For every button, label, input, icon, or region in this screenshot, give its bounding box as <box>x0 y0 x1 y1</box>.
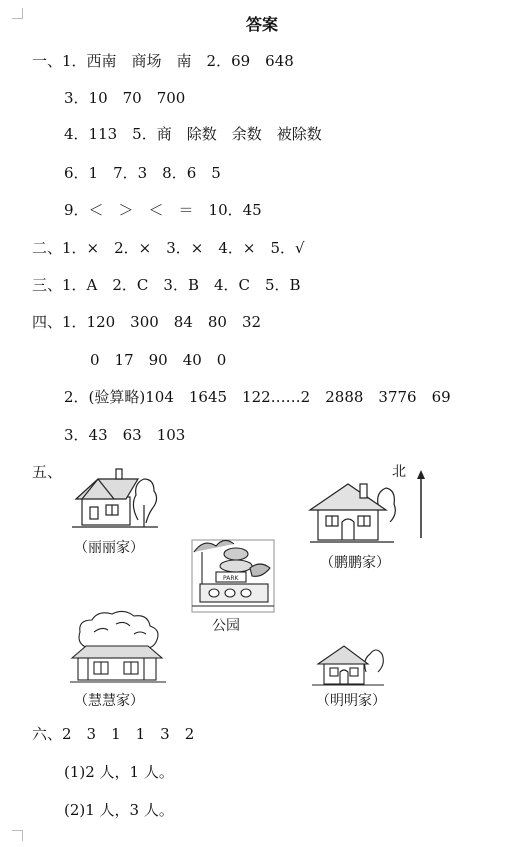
park-sign: PARK <box>223 575 239 582</box>
mingming-house-icon <box>310 638 386 690</box>
answer-line-14: (1)2 人，1 人。 <box>64 763 174 781</box>
lili-house-icon <box>68 465 160 531</box>
answer-line-1: 一、1．西南 商场 南 2．69 648 <box>32 52 294 70</box>
answer-line-10: 2．(验算略)104 1645 122……2 2888 3776 69 <box>64 388 451 406</box>
crop-mark-bottom-left <box>12 830 23 841</box>
pengpeng-home-label: （鹏鹏家） <box>320 555 390 571</box>
answer-line-7: 三、1．A 2．C 3．B 4．C 5．B <box>32 276 301 294</box>
answer-line-3: 4．113 5．商 除数 余数 被除数 <box>64 125 322 143</box>
answer-line-12: 五、 <box>32 463 63 481</box>
answer-line-13: 六、2 3 1 1 3 2 <box>32 725 195 743</box>
page-title: 答案 <box>245 15 278 34</box>
answer-line-5: 9．＜ ＞ ＜ ＝ 10．45 <box>64 201 262 219</box>
answer-line-4: 6．1 7．3 8．6 5 <box>64 164 221 182</box>
answer-line-9: 0 17 90 40 0 <box>90 351 227 369</box>
park-label: 公园 <box>212 618 240 634</box>
huihui-house-icon <box>68 608 168 686</box>
answer-line-6: 二、1．× 2．× 3．× 4．× 5．√ <box>32 239 305 257</box>
mingming-home-label: （明明家） <box>316 693 386 709</box>
answer-line-8: 四、1．120 300 84 80 32 <box>32 313 262 331</box>
park-icon <box>190 532 276 616</box>
north-arrow-icon <box>414 470 428 540</box>
answer-line-2: 3．10 70 700 <box>64 89 186 107</box>
lili-home-label: （丽丽家） <box>74 540 144 556</box>
huihui-home-label: （慧慧家） <box>74 693 144 709</box>
north-label: 北 <box>392 464 406 480</box>
pengpeng-house-icon <box>306 470 398 548</box>
answer-line-15: (2)1 人，3 人。 <box>64 801 174 819</box>
answer-line-11: 3．43 63 103 <box>64 426 186 444</box>
